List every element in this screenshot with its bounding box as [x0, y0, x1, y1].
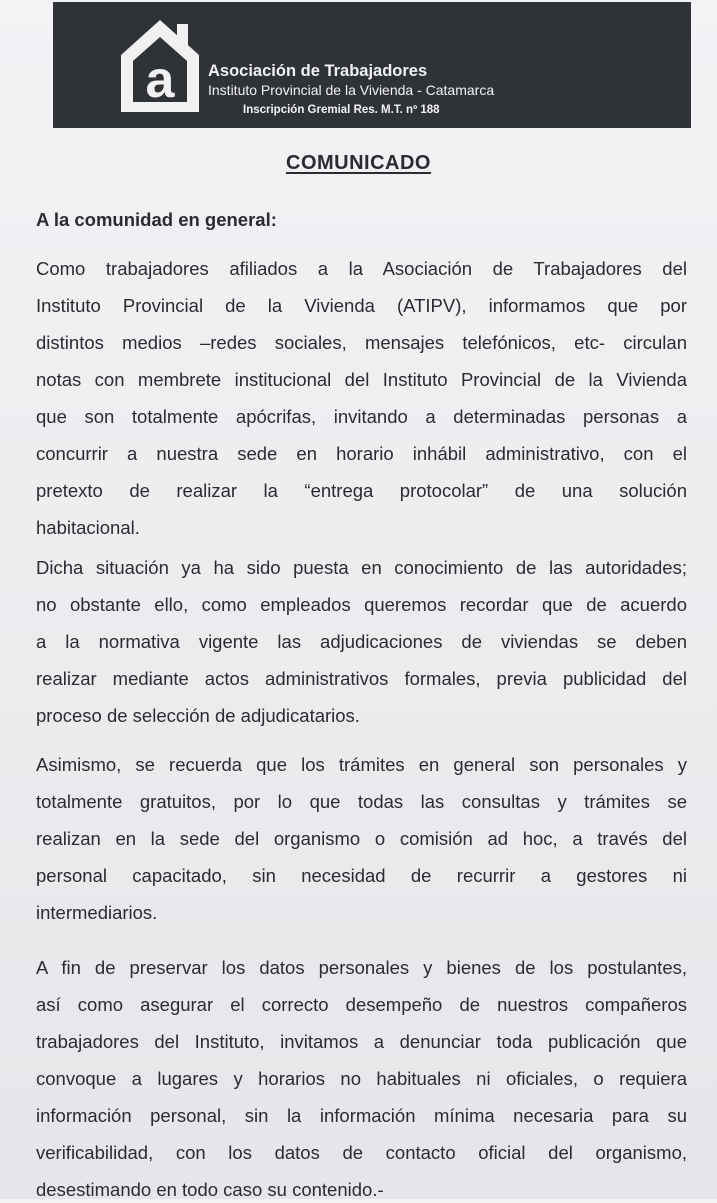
paragraph-line: Asimismo, se recuerda que los trámites en general son personales y: [36, 754, 687, 775]
paragraph-line: realizar mediante actos administrativos formales, previa publicidad del: [36, 668, 687, 689]
paragraph-line: pretexto de realizar la “entrega protocolar” de una solución: [36, 480, 687, 501]
paragraph-line: notas con membrete institucional del Instituto Provincial de la Vivienda: [36, 369, 687, 390]
paragraph-line: totalmente gratuitos, por lo que todas las consultas y trámites se: [36, 791, 687, 812]
paragraph-line: Dicha situación ya ha sido puesta en conocimiento de las autoridades;: [36, 557, 687, 578]
paragraph-line: información personal, sin la información mínima necesaria para su: [36, 1105, 687, 1126]
page-title: [0, 152, 717, 175]
paragraph-line: convoque a lugares y horarios no habituales ni oficiales, o requiera: [36, 1068, 687, 1089]
greeting: A la comunidad en general:: [36, 209, 277, 230]
paragraph-line: concurrir a nuestra sede en horario inhábil administrativo, con el: [36, 443, 687, 464]
paragraph-line: verificabilidad, con los datos de contacto oficial del organismo,: [36, 1142, 687, 1163]
paragraph-line: realizan en la sede del organismo o comisión ad hoc, a través del: [36, 828, 687, 849]
registration-number: Inscripción Gremial Res. M.T. nº 188: [243, 104, 440, 116]
house-logo-icon: [113, 15, 208, 115]
paragraph-line: Como trabajadores afiliados a la Asociación de Trabajadores del: [36, 258, 687, 279]
organization-name: Asociación de Trabajadores: [208, 62, 428, 80]
paragraph-line: que son totalmente apócrifas, invitando a determinadas personas a: [36, 406, 687, 427]
paragraph-line: así como asegurar el correcto desempeño de nuestros compañeros: [36, 994, 687, 1015]
paragraph-line: habitacional.: [36, 517, 140, 538]
paragraph-line: distintos medios –redes sociales, mensajes telefónicos, etc- circulan: [36, 332, 687, 353]
paragraph-line: a la normativa vigente las adjudicaciones de viviendas se deben: [36, 631, 687, 652]
paragraph-line: no obstante ello, como empleados queremos recordar que de acuerdo: [36, 594, 687, 615]
paragraph-line: proceso de selección de adjudicatarios.: [36, 705, 360, 726]
paragraph-line: desestimando en todo caso su contenido.-: [36, 1179, 384, 1200]
paragraph-line: personal capacitado, sin necesidad de recurrir a gestores ni: [36, 865, 687, 886]
letterhead-banner: [53, 2, 691, 128]
institute-name: Instituto Provincial de la Vivienda - Catamarca: [208, 82, 495, 98]
title-text: COMUNICADO: [286, 152, 431, 174]
paragraph-line: Instituto Provincial de la Vivienda (ATIPV), informamos que por: [36, 295, 687, 316]
paragraph-line: trabajadores del Instituto, invitamos a denunciar toda publicación que: [36, 1031, 687, 1052]
logo-letter: a: [145, 51, 175, 109]
paragraph-line: intermediarios.: [36, 902, 158, 923]
organization-info: [208, 61, 494, 118]
paragraph-line: A fin de preservar los datos personales y bienes de los postulantes,: [36, 957, 687, 978]
